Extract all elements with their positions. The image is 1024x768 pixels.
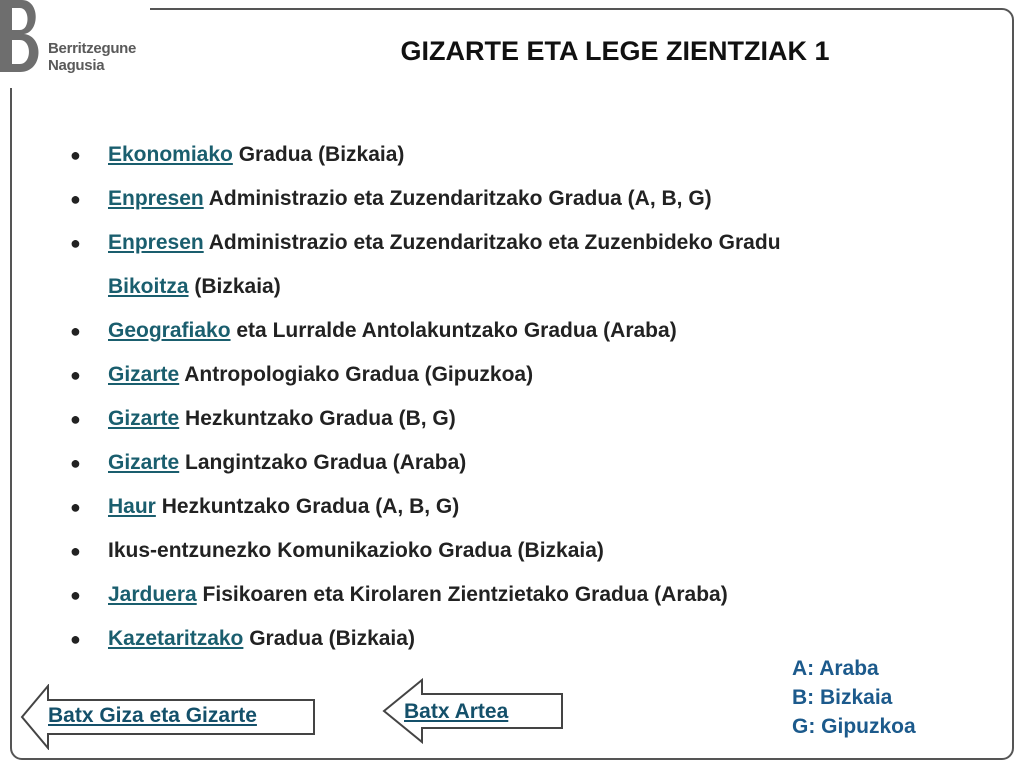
- degree-text: Fisikoaren eta Kirolaren Zientzietako Gradua (Araba): [196, 583, 728, 606]
- back-button-giza-gizarte[interactable]: [18, 684, 318, 750]
- list-item: [70, 133, 970, 177]
- list-item: [70, 485, 970, 529]
- logo-text: [48, 40, 136, 74]
- back-button-artea[interactable]: [380, 678, 566, 744]
- degree-link[interactable]: Kazetaritzako: [108, 627, 244, 650]
- degree-link[interactable]: Gizarte: [108, 363, 180, 386]
- degree-link[interactable]: Enpresen: [108, 187, 204, 210]
- back-button-label[interactable]: Batx Artea: [404, 700, 509, 723]
- degree-link[interactable]: Geografiako: [108, 319, 231, 342]
- degree-text: (Bizkaia): [188, 275, 281, 298]
- degree-list: [70, 133, 970, 661]
- bullet-icon: ●: [70, 629, 81, 649]
- logo-area: [0, 0, 150, 88]
- degree-link[interactable]: Gizarte: [108, 407, 180, 430]
- logo-line2: Nagusia: [48, 57, 105, 74]
- list-item: [70, 441, 970, 485]
- degree-text: Ikus-entzunezko Komunikazioko Gradua (Bizkaia): [108, 539, 604, 562]
- bullet-icon: ●: [70, 409, 81, 429]
- list-item: [70, 177, 970, 221]
- list-item: [70, 309, 970, 353]
- list-item: [70, 573, 970, 617]
- degree-text: Antropologiako Gradua (Gipuzkoa): [179, 363, 534, 386]
- bullet-icon: ●: [70, 233, 81, 253]
- bullet-icon: ●: [70, 145, 81, 165]
- degree-text: Hezkuntzako Gradua (B, G): [179, 407, 456, 430]
- degree-link[interactable]: Haur: [108, 495, 156, 518]
- region-legend: [792, 654, 916, 741]
- degree-text: Administrazio eta Zuzendaritzako Gradua (A, B, G): [203, 187, 712, 210]
- degree-text: Gradua (Bizkaia): [243, 627, 415, 650]
- degree-link[interactable]: Ekonomiako: [108, 143, 233, 166]
- degree-text: Langintzako Gradua (Araba): [179, 451, 467, 474]
- degree-text: Hezkuntzako Gradua (A, B, G): [155, 495, 460, 518]
- back-button-label[interactable]: Batx Giza eta Gizarte: [48, 704, 257, 727]
- bullet-icon: ●: [70, 585, 81, 605]
- degree-text: eta Lurralde Antolakuntzako Gradua (Araba): [230, 319, 677, 342]
- legend-gipuzkoa: G: Gipuzkoa: [792, 715, 916, 738]
- bullet-icon: ●: [70, 453, 81, 473]
- list-item: [70, 353, 970, 397]
- list-item: [70, 397, 970, 441]
- list-item-continuation: [70, 265, 970, 309]
- bullet-icon: ●: [70, 541, 81, 561]
- degree-link[interactable]: Enpresen: [108, 231, 204, 254]
- list-item: [70, 529, 970, 573]
- degree-link[interactable]: Jarduera: [108, 583, 197, 606]
- degree-link[interactable]: Bikoitza: [108, 275, 189, 298]
- degree-text: Gradua (Bizkaia): [232, 143, 405, 166]
- page-title: GIZARTE ETA LEGE ZIENTZIAK 1: [400, 36, 830, 66]
- list-item: [70, 221, 970, 265]
- legend-bizkaia: B: Bizkaia: [792, 686, 893, 709]
- degree-text: Administrazio eta Zuzendaritzako eta Zuzenbideko Gradu: [203, 231, 781, 254]
- logo-line1: Berritzegune: [48, 40, 137, 57]
- bullet-icon: ●: [70, 321, 81, 341]
- legend-araba: A: Araba: [792, 657, 879, 680]
- bullet-icon: ●: [70, 189, 81, 209]
- bullet-icon: ●: [70, 365, 81, 385]
- bullet-icon: ●: [70, 497, 81, 517]
- degree-link[interactable]: Gizarte: [108, 451, 180, 474]
